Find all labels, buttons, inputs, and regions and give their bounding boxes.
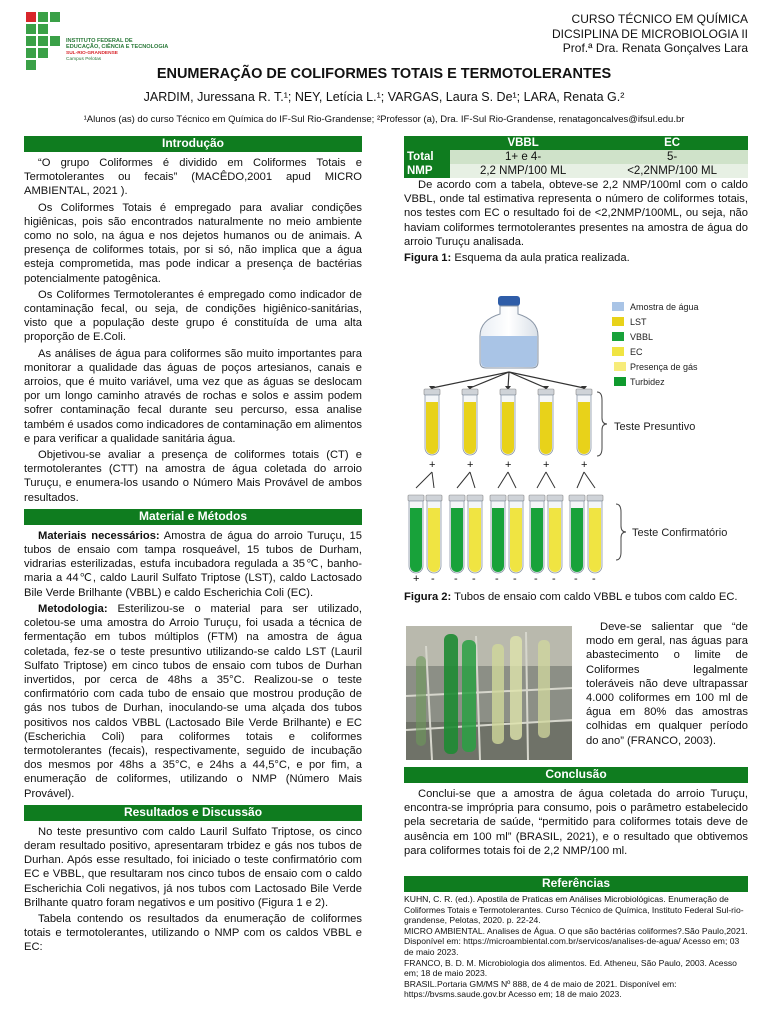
references-heading: Referências <box>404 876 748 892</box>
legend-label: Amostra de água <box>630 302 699 312</box>
bracket-confirmatorio <box>616 504 626 560</box>
reference-item: MICRO AMBIENTAL. Analises de Água. O que são bactérias coliformes?.São Paulo,2021. Disponível em: https://microambiental.com.br/servicos/analises-de-agua/ Acesso em; 03 de maio 2023. <box>404 925 748 957</box>
arrow <box>498 472 508 488</box>
table-row-label: NMP <box>404 164 450 178</box>
conclusion-heading: Conclusão <box>404 767 748 783</box>
sign-label: + <box>429 459 436 471</box>
legend-label: LST <box>630 317 647 327</box>
course-header <box>552 12 748 56</box>
arrow <box>584 472 595 488</box>
ec-tube <box>547 495 563 573</box>
legend-label: EC <box>630 347 643 357</box>
arrow <box>546 472 555 488</box>
sign-label: - <box>534 573 538 585</box>
professor-name: Prof.ª Dra. Renata Gonçalves Lara <box>562 41 748 55</box>
sign-label: - <box>552 573 556 585</box>
ec-tube <box>508 495 524 573</box>
salientar-block <box>586 620 748 750</box>
figure1-caption-text: Esquema da aula pratica realizada. <box>451 252 630 265</box>
legend-label: Presença de gás <box>630 362 698 372</box>
figure1-caption <box>404 251 748 265</box>
legend-swatch <box>612 347 624 356</box>
arrow <box>457 472 470 488</box>
lst-tube <box>424 389 440 455</box>
sign-label: - <box>513 573 517 585</box>
intro-p3: Os Coliformes Termotolerantes é empregado como indicador de contaminação fecal, ou seja, de condições higiênico-sanitárias, visto que a população deste grupo é constituída de uma alta proporção de E.Coli. <box>24 288 362 344</box>
ec-tube <box>467 495 483 573</box>
logo-line-3: SUL-RIO-GRANDENSE <box>66 51 118 56</box>
authors: JARDIM, Juressana R. T.¹; NEY, Letícia L.¹; VARGAS, Laura S. De¹; LARA, Renata G.² <box>143 90 625 104</box>
logo-line-2: EDUCAÇÃO, CIÊNCIA E TECNOLOGIA <box>66 44 169 50</box>
right-column-top <box>404 178 748 267</box>
conclusion-text: Conclui-se que a amostra de água coletada do arroio Turuçu, encontra-se imprópria para consumo, pois o parâmetro estabelecido pela secretaria de saúde, “permitido para coliformes totais deve de ausência em 100 ml” (BRASIL, 2021), e o resultado que obtivemos para coliformes totais foi de 2,2 NMP/100 ml. <box>404 788 748 857</box>
table-corner <box>404 136 450 150</box>
affiliation: ¹Alunos (as) do curso Técnico em Química do IF-Sul Rio-Grandense; ²Professor (a), Dra. IF-Sul Rio-Grandense, renatagoncalves@ifsul.edu.br <box>83 114 685 125</box>
legend-swatch <box>612 302 624 311</box>
figure2-photo <box>406 626 572 760</box>
sign-label: - <box>431 573 435 585</box>
arrow <box>509 372 584 388</box>
arrow <box>470 472 475 488</box>
signs-confirmatorio <box>413 573 596 585</box>
legend-swatch <box>612 332 624 341</box>
paper-title: ENUMERAÇÃO DE COLIFORMES TOTAIS E TERMOTOLERANTES <box>156 66 612 82</box>
vbbl-tube <box>529 495 545 573</box>
lst-tube <box>538 389 554 455</box>
table-cell: 2,2 NMP/100 ML <box>450 164 596 178</box>
vbbl-tube <box>449 495 465 573</box>
results-p3: De acordo com a tabela, obteve-se 2,2 NMP/100ml com o caldo VBBL, onde tal estimativa representa o número de coliformes totais, nos testes com EC o resultado foi de <2,2NMP/100ML, ou seja, não haviam coliformes termotolerantes presentes na amostra de água do arroio Turuçu analisada. <box>404 179 748 248</box>
lst-tube <box>500 389 516 455</box>
label-presuntivo: Teste Presuntivo <box>614 421 696 433</box>
arrow <box>509 372 546 388</box>
sample-bottle <box>480 296 538 368</box>
intro-p5: Objetivou-se avaliar a presença de coliformes totais (CT) e termotolerantes (CTT) na amostra de água coletada do arroio Turuçu, e enumera-los usando o Número Mais Provável de ambos resultados. <box>24 449 362 504</box>
figure1-legend <box>612 302 699 387</box>
reference-item: KUHN, C. R. (ed.). Apostila de Praticas em Análises Microbiológicas. Enumeração de Coliformes Totais e Termotolerantes. Curso Técnico de Química, Instituto Federal Sul-rio-grandense, Pelotas, 2020. p. 22-24. <box>404 894 744 926</box>
sign-label: + <box>505 459 512 471</box>
table-row-label: Total <box>404 150 450 164</box>
arrow <box>470 372 509 388</box>
results-p1: No teste presuntivo com caldo Lauril Sulfato Triptose, os cinco deram resultado positivo, apresentaram trbidez e gás nos tubos de Durhan. Após esse resultado, foi iniciado o teste confirmatório com EC e VBBL, que resultaram nos cinco tubos de ensaio com o caldo Escherichia Coli negativos, já nos tubos com Lactosado Bile Verde Brilhante quatro foram negativos e um positivo (Figura 1 e 2). <box>24 825 362 909</box>
materials-text: Amostra de água do arroio Turuçu, 15 tubos de ensaio com tampa rosqueável, 15 tubos de Durham, vidrarias esterilizadas, estufa incubadora regulada a 35℃, banho-maria a 44℃, caldo Lauril Sulfato Triptose (LST), caldo Lactosado Bile Verde Brilhante (VBBL) e caldo Escherichia Coli (EC). <box>24 529 362 599</box>
method-label: Metodologia: <box>38 602 108 615</box>
figure2-caption-text: Tubos de ensaio com caldo VBBL e tubos com caldo EC. <box>451 591 738 603</box>
figure1-diagram <box>404 292 748 588</box>
label-confirmatorio: Teste Confirmatório <box>632 527 728 539</box>
method-paragraph <box>24 602 362 801</box>
vbbl-tube <box>569 495 585 573</box>
tubes-presuntivo <box>424 389 592 455</box>
table-row <box>404 150 748 164</box>
methods-heading: Material e Métodos <box>24 509 362 525</box>
arrow <box>508 472 516 488</box>
ifsul-logo <box>24 10 194 72</box>
legend-swatch <box>612 317 624 326</box>
legend-label: VBBL <box>630 332 654 342</box>
arrow <box>432 472 434 488</box>
results-p2: Tabela contendo os resultados da enumeração de coliformes totais e termotolerantes, utilizando o NMP com os caldos VBBL e EC: <box>24 912 362 954</box>
lst-tube <box>576 389 592 455</box>
tubes-confirmatorio <box>408 495 603 573</box>
bracket-presuntivo <box>597 392 607 456</box>
reference-item: FRANCO, B. D. M. Microbiologia dos alimentos. Ed. Atheneu, São Paulo, 2003. Acesso em; 18 de maio 2023. <box>404 957 737 979</box>
left-column <box>24 136 362 957</box>
intro-p2: Os Coliformes Totais é empregado para avaliar condições higiênicas, pois são encontrados naturalmente no meio ambiente como no solo, na água e nos dejetos humanos ou de animais. A presença de coliformes totais, por si só, não implica que a água esteja comprometida, mas pode indicar a presença de bactérias potencialmente patogênica. <box>24 201 362 285</box>
results-p4: Deve-se salientar que “de modo em geral, nas águas para abastecimento o limite de Coliformes legalmente toleráveis não deve ultrapassar 4.000 coliformes em 100 ml de água em 80% das amostras colhidas em qualquer período do ano” (FRANCO, 2003). <box>586 621 748 747</box>
sign-label: + <box>581 459 588 471</box>
vbbl-tube <box>408 495 424 573</box>
conclusion-block <box>404 767 748 860</box>
ec-tube <box>587 495 603 573</box>
arrow <box>577 472 584 488</box>
figure1-label: Figura 1: <box>404 252 452 265</box>
discipline-name: DICSIPLINA DE MICROBIOLOGIA II <box>551 26 748 41</box>
sign-label: - <box>574 573 578 585</box>
reference-item: BRASIL.Portaria GM/MS Nº 888, de 4 de maio de 2021. Disponível em: https://bvsms.saude.gov.br Acesso em; 18 de maio 2023. <box>404 978 677 1000</box>
figure2-label: Figura 2: <box>404 591 452 603</box>
signs-presuntivo <box>429 459 587 471</box>
figure2-caption <box>404 590 748 606</box>
results-heading: Resultados e Discussão <box>24 805 362 821</box>
legend-swatch <box>614 362 626 371</box>
intro-heading: Introdução <box>24 136 362 152</box>
legend-label: Turbidez <box>630 377 665 387</box>
sign-label: - <box>472 573 476 585</box>
table-cell: 1+ e 4- <box>450 150 596 164</box>
arrow <box>537 472 546 488</box>
references-list <box>404 894 748 1000</box>
table-col-ec: EC <box>596 136 748 150</box>
legend-swatch <box>614 377 626 386</box>
table-col-vbbl: VBBL <box>450 136 596 150</box>
sign-label: + <box>467 459 474 471</box>
logo-line-1: INSTITUTO FEDERAL DE <box>66 38 133 44</box>
method-text: Esterilizou-se o material para ser utilizado, coletou-se uma amostra do Arroio Turuçu, foi usada a técnica de fermentação em tubos múltiplos (FTM) na amostra de água coletada, fez-se o teste presuntivo utilizando-se caldo LST (Lauril Sulfato Triptose) em cinco tubos de ensaio com tubos de Durhan invertidos, por cerca de 48hs a 35°C. Realizou-se o teste confirmatório com cada tubo de ensaio que mostrou produção de gás nos tubos de Durhan, inoculando-se uma alçada dos tubos positivos nos caldos VBBL (Lactosado Bile Verde Brilhante) e EC (Escherichia Coli) para coliformes totais e coliformes termotolerantes (fecais), respectivamente, seguido de incubação dos mesmos por 48hs a 35°C, e 24hs a 44,5°C, e por fim, a enumeração de coliformes, utilizando o NMP (Número Mais Provável). <box>24 602 362 800</box>
sign-label: + <box>543 459 550 471</box>
table-row <box>404 164 748 178</box>
materials-label: Materiais necessários: <box>38 529 160 542</box>
arrow <box>416 472 432 488</box>
vbbl-tube <box>490 495 506 573</box>
intro-p1: “O grupo Coliformes é dividido em Coliformes Totais e Termotolerantes ou fecais” (MACÊDO,2001 apud MICRO AMBIENTAL, 2021 ). <box>24 157 362 198</box>
nmp-table <box>404 136 748 178</box>
arrows-confirmatorio <box>416 472 595 488</box>
sign-label: - <box>592 573 596 585</box>
lst-tube <box>462 389 478 455</box>
sign-label: - <box>495 573 499 585</box>
logo-line-4: Campus Pelotas <box>66 57 102 62</box>
ec-tube <box>426 495 442 573</box>
materials-paragraph <box>24 529 362 600</box>
arrow <box>432 372 509 388</box>
course-name: CURSO TÉCNICO EM QUÍMICA <box>571 12 748 26</box>
intro-p4: As análises de água para coliformes são muito importantes para monitorar a qualidade das águas de poços artesianos, canais e arroios, que é muito variável, uma vez que as águas se deslocam por um longo caminho através de rochas e solos e assim podem sofrer contaminação fecal durante seu percurso, essa analise também é usados como indicadores de contaminação em alimentos e para verificar a qualidade sanitária água. <box>24 347 362 445</box>
table-cell: <2,2NMP/100 ML <box>596 164 748 178</box>
arrow <box>508 372 509 388</box>
table-cell: 5- <box>596 150 748 164</box>
arrows-presuntivo <box>429 372 587 390</box>
table-header-row <box>404 136 748 150</box>
references-heading-block <box>404 876 748 896</box>
sign-label: - <box>454 573 458 585</box>
sign-label: + <box>413 573 420 585</box>
